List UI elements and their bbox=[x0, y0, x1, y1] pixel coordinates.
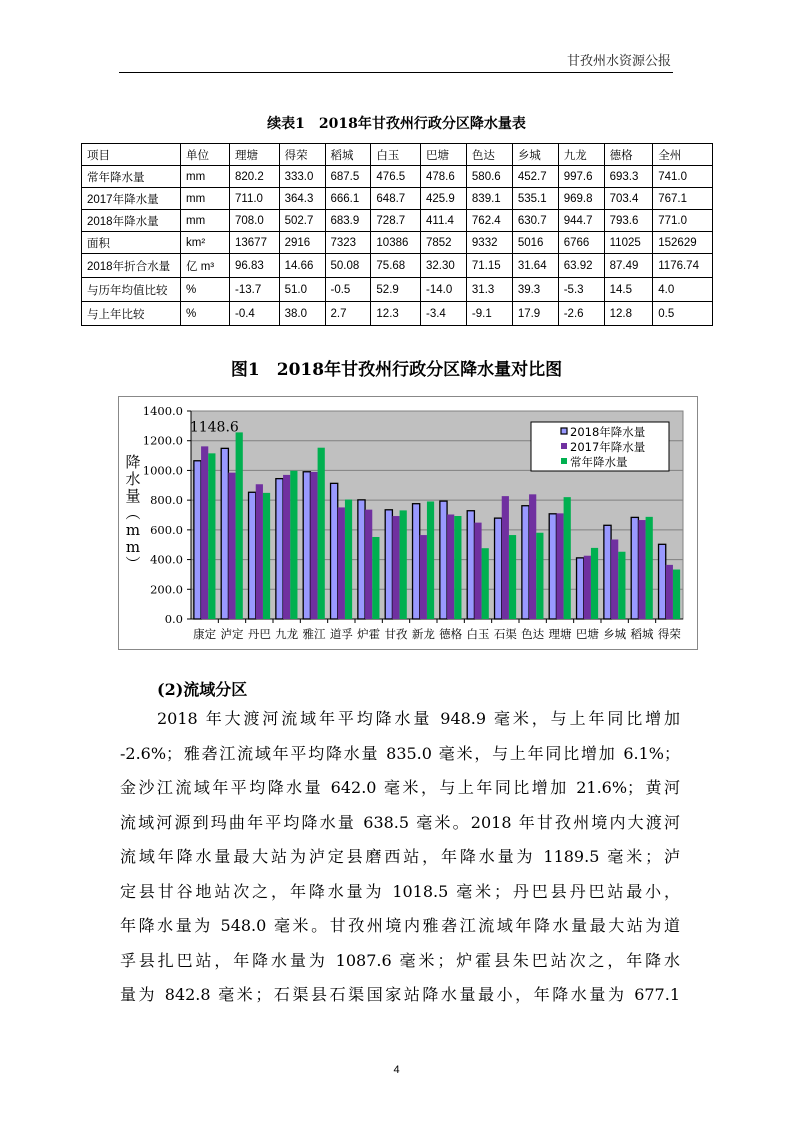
y-axis-label-char: ︵ bbox=[125, 504, 141, 522]
table-cell: -0.4 bbox=[230, 302, 280, 326]
table-cell: 51.0 bbox=[279, 278, 325, 302]
table-cell: 色达 bbox=[466, 144, 512, 166]
table-cell: -0.5 bbox=[325, 278, 371, 302]
bar-2017 bbox=[283, 475, 290, 619]
y-tick-label: 800.0 bbox=[150, 493, 183, 508]
bar-2017 bbox=[474, 523, 481, 619]
bar-normal bbox=[482, 548, 489, 619]
table-cell: 31.64 bbox=[512, 254, 558, 278]
legend-label: 2017年降水量 bbox=[570, 440, 646, 454]
header-rule bbox=[119, 72, 673, 73]
bar-normal bbox=[591, 548, 598, 619]
table-cell: 5016 bbox=[512, 232, 558, 254]
page-header-title: 甘孜州水资源公报 bbox=[566, 54, 671, 69]
x-tick-label: 理塘 bbox=[548, 627, 572, 641]
table-cell: 11025 bbox=[604, 232, 653, 254]
bar-normal bbox=[454, 516, 461, 619]
table-cell: 535.1 bbox=[512, 188, 558, 210]
row-label: 项目 bbox=[82, 144, 181, 166]
bar-2018 bbox=[495, 518, 502, 619]
x-tick-label: 得荣 bbox=[657, 627, 681, 641]
y-tick-label: 200.0 bbox=[150, 582, 183, 597]
bar-2018 bbox=[522, 506, 529, 619]
bar-normal bbox=[372, 537, 379, 619]
table-cell: 771.0 bbox=[653, 210, 713, 232]
table-cell: 理塘 bbox=[230, 144, 280, 166]
table-cell: 693.3 bbox=[604, 166, 653, 188]
bar-normal bbox=[318, 448, 325, 619]
table-cell: 14.66 bbox=[279, 254, 325, 278]
table-row bbox=[82, 278, 713, 302]
x-tick-label: 康定 bbox=[193, 627, 217, 641]
x-tick-label: 新龙 bbox=[411, 627, 435, 641]
table-cell: 1176.74 bbox=[653, 254, 713, 278]
bar-normal bbox=[509, 535, 516, 619]
data-label: 1148.6 bbox=[189, 419, 239, 436]
table-cell: 全州 bbox=[653, 144, 713, 166]
row-label: 与历年均值比较 bbox=[82, 278, 181, 302]
table-cell: 63.92 bbox=[558, 254, 604, 278]
unit-cell: % bbox=[181, 302, 230, 326]
bar-2017 bbox=[310, 472, 317, 619]
table-cell: 4.0 bbox=[653, 278, 713, 302]
table-cell: 478.6 bbox=[421, 166, 467, 188]
row-label: 2018年降水量 bbox=[82, 210, 181, 232]
table-cell: 32.30 bbox=[421, 254, 467, 278]
table-cell: 630.7 bbox=[512, 210, 558, 232]
table-cell: 12.8 bbox=[604, 302, 653, 326]
table-cell: 152629 bbox=[653, 232, 713, 254]
paragraph-line: -2.6%；雅砻江流域年平均降水量 835.0 毫米，与上年同比增加 6.1%； bbox=[120, 743, 680, 763]
x-tick-label: 稻城 bbox=[630, 627, 654, 641]
unit-cell: 单位 bbox=[181, 144, 230, 166]
bar-2018 bbox=[440, 501, 447, 619]
table-header-row bbox=[82, 144, 713, 166]
table-cell: 793.6 bbox=[604, 210, 653, 232]
table-row bbox=[82, 210, 713, 232]
y-tick-label: 600.0 bbox=[150, 522, 183, 537]
bar-2017 bbox=[556, 513, 563, 619]
bar-2018 bbox=[467, 511, 474, 619]
y-tick-label: 400.0 bbox=[150, 552, 183, 567]
bar-normal bbox=[536, 533, 543, 619]
unit-cell: mm bbox=[181, 166, 230, 188]
x-tick-label: 雅江 bbox=[302, 627, 326, 641]
table-cell: 巴塘 bbox=[421, 144, 467, 166]
bar-normal bbox=[400, 510, 407, 619]
table-cell: 683.9 bbox=[325, 210, 371, 232]
legend-swatch bbox=[561, 443, 567, 449]
table-cell: 96.83 bbox=[230, 254, 280, 278]
bar-2017 bbox=[611, 539, 618, 619]
table-cell: 38.0 bbox=[279, 302, 325, 326]
x-tick-label: 泸定 bbox=[220, 627, 244, 641]
bar-normal bbox=[208, 453, 215, 619]
table-cell: 50.08 bbox=[325, 254, 371, 278]
table-cell: 728.7 bbox=[371, 210, 421, 232]
table-cell: 2.7 bbox=[325, 302, 371, 326]
table-cell: 71.15 bbox=[466, 254, 512, 278]
figure-title: 图1 2018年甘孜州行政分区降水量对比图 bbox=[230, 360, 563, 380]
bar-2018 bbox=[631, 517, 638, 619]
bar-2017 bbox=[201, 446, 208, 619]
table-cell: 425.9 bbox=[421, 188, 467, 210]
x-tick-label: 道孚 bbox=[329, 627, 353, 641]
bar-normal bbox=[263, 493, 270, 619]
table-cell: 14.5 bbox=[604, 278, 653, 302]
precipitation-bar-chart bbox=[119, 397, 697, 649]
bar-2018 bbox=[194, 461, 201, 619]
table-cell: 708.0 bbox=[230, 210, 280, 232]
table-cell: 820.2 bbox=[230, 166, 280, 188]
table-cell: 580.6 bbox=[466, 166, 512, 188]
table-cell: 17.9 bbox=[512, 302, 558, 326]
bar-normal bbox=[564, 497, 571, 619]
table-cell: 乡城 bbox=[512, 144, 558, 166]
table-cell: 九龙 bbox=[558, 144, 604, 166]
x-tick-label: 色达 bbox=[521, 627, 545, 641]
table-cell: -13.7 bbox=[230, 278, 280, 302]
row-label: 与上年比较 bbox=[82, 302, 181, 326]
table-cell: 687.5 bbox=[325, 166, 371, 188]
unit-cell: mm bbox=[181, 188, 230, 210]
y-tick-label: 1200.0 bbox=[142, 433, 183, 448]
bar-2018 bbox=[358, 500, 365, 619]
table-cell: 12.3 bbox=[371, 302, 421, 326]
bar-2017 bbox=[502, 496, 509, 619]
table-cell: 10386 bbox=[371, 232, 421, 254]
paragraph-line: 量为 842.8 毫米；石渠县石渠国家站降水量最小，年降水量为 677.1 bbox=[120, 985, 680, 1004]
bar-2018 bbox=[249, 492, 256, 619]
paragraph-line: 流域年降水量最大站为泸定县磨西站，年降水量为 1189.5 毫米；泸 bbox=[120, 847, 680, 866]
table-cell: 711.0 bbox=[230, 188, 280, 210]
bar-2018 bbox=[276, 479, 283, 619]
table-cell: 741.0 bbox=[653, 166, 713, 188]
bar-normal bbox=[236, 432, 243, 619]
unit-cell: mm bbox=[181, 210, 230, 232]
table-row bbox=[82, 302, 713, 326]
table-cell: 648.7 bbox=[371, 188, 421, 210]
bar-2018 bbox=[331, 483, 338, 619]
table-row bbox=[82, 188, 713, 210]
legend-swatch bbox=[561, 428, 567, 434]
table-cell: 411.4 bbox=[421, 210, 467, 232]
y-tick-label: 1400.0 bbox=[142, 404, 183, 418]
legend-label: 2018年降水量 bbox=[570, 425, 646, 439]
table-cell: 87.49 bbox=[604, 254, 653, 278]
table-row bbox=[82, 254, 713, 278]
table-cell: 502.7 bbox=[279, 210, 325, 232]
table-cell: 6766 bbox=[558, 232, 604, 254]
table-cell: 969.8 bbox=[558, 188, 604, 210]
table-cell: 997.6 bbox=[558, 166, 604, 188]
unit-cell: km² bbox=[181, 232, 230, 254]
table-cell: 7852 bbox=[421, 232, 467, 254]
x-tick-label: 甘孜 bbox=[384, 627, 408, 641]
y-tick-label: 0.0 bbox=[164, 612, 183, 626]
y-tick-label: 1000.0 bbox=[142, 463, 183, 478]
bar-2017 bbox=[584, 556, 591, 619]
table-cell: 德格 bbox=[604, 144, 653, 166]
y-axis-label-char: m bbox=[125, 521, 141, 539]
row-label: 面积 bbox=[82, 232, 181, 254]
paragraph-line: 定县甘谷地站次之，年降水量为 1018.5 毫米；丹巴县丹巴站最小， bbox=[120, 881, 680, 901]
x-tick-label: 丹巴 bbox=[247, 627, 271, 641]
bar-2017 bbox=[228, 473, 235, 619]
bar-2018 bbox=[385, 510, 392, 619]
y-axis-label-char: 量 bbox=[125, 487, 141, 505]
bar-normal bbox=[345, 500, 352, 619]
y-axis-label-char: ︶ bbox=[125, 555, 141, 573]
y-axis-label-char: 降 bbox=[125, 453, 141, 471]
x-tick-label: 九龙 bbox=[275, 627, 299, 641]
x-tick-label: 炉霍 bbox=[357, 627, 381, 641]
paragraph-line: 年降水量为 548.0 毫米。甘孜州境内雅砻江流域年降水量最大站为道 bbox=[120, 916, 680, 935]
table-cell: 666.1 bbox=[325, 188, 371, 210]
bar-2017 bbox=[420, 535, 427, 619]
bar-2018 bbox=[659, 544, 666, 619]
page-number: 4 bbox=[393, 1064, 400, 1076]
table-cell: 333.0 bbox=[279, 166, 325, 188]
bar-2017 bbox=[638, 520, 645, 619]
legend-swatch bbox=[561, 458, 567, 464]
unit-cell: 亿 m³ bbox=[181, 254, 230, 278]
bar-2018 bbox=[413, 504, 420, 619]
table-cell: 703.4 bbox=[604, 188, 653, 210]
bar-2018 bbox=[577, 558, 584, 619]
bar-2017 bbox=[338, 507, 345, 619]
x-tick-label: 石渠 bbox=[493, 627, 517, 641]
bar-2018 bbox=[303, 472, 310, 619]
bar-normal bbox=[290, 471, 297, 619]
paragraph-line: 孚县扎巴站，年降水量为 1087.6 毫米；炉霍县朱巴站次之，年降水 bbox=[120, 950, 680, 970]
table-cell: 2916 bbox=[279, 232, 325, 254]
table-cell: 白玉 bbox=[371, 144, 421, 166]
table-row bbox=[82, 166, 713, 188]
table-cell: -9.1 bbox=[466, 302, 512, 326]
bar-2017 bbox=[392, 516, 399, 619]
table-cell: 452.7 bbox=[512, 166, 558, 188]
table-cell: -14.0 bbox=[421, 278, 467, 302]
table-cell: 364.3 bbox=[279, 188, 325, 210]
bar-normal bbox=[673, 570, 680, 619]
bar-normal bbox=[618, 552, 625, 619]
bar-2017 bbox=[365, 510, 372, 619]
x-tick-label: 德格 bbox=[439, 627, 463, 641]
bar-2018 bbox=[604, 525, 611, 619]
section-paragraph bbox=[120, 702, 680, 1013]
row-label: 2017年降水量 bbox=[82, 188, 181, 210]
table-cell: 得荣 bbox=[279, 144, 325, 166]
paragraph-line: 2018 年大渡河流域年平均降水量 948.9 毫米，与上年同比增加 bbox=[157, 709, 680, 728]
table-cell: 39.3 bbox=[512, 278, 558, 302]
bar-2017 bbox=[447, 514, 454, 619]
table-cell: -2.6 bbox=[558, 302, 604, 326]
bar-2017 bbox=[529, 494, 536, 619]
x-tick-label: 白玉 bbox=[466, 627, 490, 641]
table-cell: 839.1 bbox=[466, 188, 512, 210]
section-title: (2)流域分区 bbox=[157, 680, 248, 699]
y-axis-label-char: m bbox=[125, 538, 141, 556]
bar-2018 bbox=[549, 514, 556, 619]
table-cell: 稻城 bbox=[325, 144, 371, 166]
row-label: 2018年折合水量 bbox=[82, 254, 181, 278]
bar-normal bbox=[427, 501, 434, 619]
table-cell: 767.1 bbox=[653, 188, 713, 210]
row-label: 常年降水量 bbox=[82, 166, 181, 188]
table-row bbox=[82, 232, 713, 254]
x-tick-label: 巴塘 bbox=[575, 627, 599, 641]
unit-cell: % bbox=[181, 278, 230, 302]
table-cell: 75.68 bbox=[371, 254, 421, 278]
bar-2017 bbox=[666, 565, 673, 619]
legend-label: 常年降水量 bbox=[570, 455, 628, 469]
y-axis-label-char: 水 bbox=[125, 470, 141, 488]
bar-normal bbox=[646, 517, 653, 619]
table-cell: 13677 bbox=[230, 232, 280, 254]
precipitation-table bbox=[81, 143, 713, 326]
table-cell: 944.7 bbox=[558, 210, 604, 232]
table-title: 续表1 2018年甘孜州行政分区降水量表 bbox=[267, 116, 526, 132]
paragraph-line: 流域河源到玛曲年平均降水量 638.5 毫米。2018 年甘孜州境内大渡河 bbox=[120, 812, 680, 832]
chart-frame bbox=[118, 396, 698, 650]
x-tick-label: 乡城 bbox=[603, 627, 627, 641]
table-cell: -5.3 bbox=[558, 278, 604, 302]
paragraph-line: 金沙江流域年平均降水量 642.0 毫米，与上年同比增加 21.6%；黄河 bbox=[120, 778, 680, 797]
table-cell: -3.4 bbox=[421, 302, 467, 326]
table-cell: 52.9 bbox=[371, 278, 421, 302]
table-cell: 7323 bbox=[325, 232, 371, 254]
table-cell: 762.4 bbox=[466, 210, 512, 232]
table-cell: 476.5 bbox=[371, 166, 421, 188]
table-cell: 31.3 bbox=[466, 278, 512, 302]
table-cell: 9332 bbox=[466, 232, 512, 254]
bar-2018 bbox=[221, 448, 228, 619]
bar-2017 bbox=[256, 484, 263, 619]
table-cell: 0.5 bbox=[653, 302, 713, 326]
